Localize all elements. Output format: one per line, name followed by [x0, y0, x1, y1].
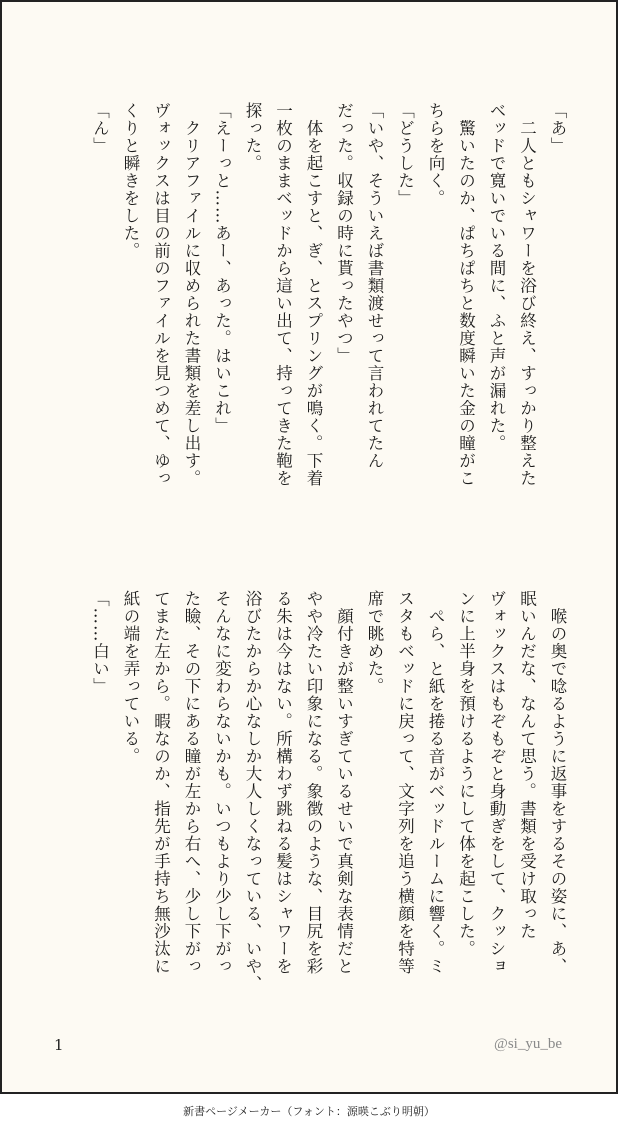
text-line: 「あ」 — [548, 102, 567, 155]
text-line: る朱は今はない。所構わず跳ねる髪はシャワーを — [273, 590, 293, 975]
text-line: そんなに変わらないかも。いつもより少し下がっ — [212, 590, 232, 975]
text-line: 驚いたのか、ぱちぱちと数度瞬いた金の瞳がこ — [456, 102, 476, 487]
text-line: 浴びたからか心なしか大人しくなっている、いや、 — [243, 590, 262, 993]
text-line: 顔付きが整いすぎているせいで真剣な表情だと — [334, 590, 354, 975]
text-line: 喉の奥で唸るように返事をするその姿に、あ、 — [548, 590, 567, 975]
text-line: だった。収録の時に貰ったやつ」 — [334, 102, 354, 365]
text-line: ぺら、と紙を捲る音がベッドルームに響く。ミ — [426, 590, 445, 975]
text-line: スタもベッドに戻って、文字列を追う横顔を特等 — [395, 590, 415, 975]
text-line: 探った。 — [243, 102, 262, 172]
text-line: クリアファイルに収められた書類を差し出す。 — [182, 102, 201, 487]
text-block-bottom — [84, 590, 572, 1030]
text-line: 「……白い」 — [90, 590, 110, 695]
text-line: ヴォックスはもぞもぞと身動ぎをして、クッショ — [487, 590, 506, 975]
text-line: 体を起こすと、ぎ、とスプリングが鳴く。下着 — [304, 102, 323, 487]
text-line: ヴォックスは目の前のファイルを見つめて、ゆっ — [151, 102, 171, 487]
text-line: 「ん」 — [90, 102, 110, 155]
text-line: 席で眺めた。 — [365, 590, 384, 695]
text-line: 「えーっと……あー、あった。はいこれ」 — [212, 102, 232, 435]
text-line: くりと瞬きをした。 — [121, 102, 140, 260]
text-line: ンに上半身を預けるようにして体を起こした。 — [456, 590, 476, 958]
text-line: 「どうした」 — [395, 102, 415, 207]
text-line: 紙の端を弄っている。 — [121, 590, 140, 765]
author-handle: @si_yu_be — [494, 1036, 562, 1052]
text-line: 眠いんだな、なんて思う。書類を受け取った — [517, 590, 537, 940]
text-line: 二人ともシャワーを浴び終え、すっかり整えた — [517, 102, 537, 487]
text-line: 「いや、そういえば書類渡せって言われてたん — [365, 102, 384, 470]
page-number: 1 — [54, 1036, 64, 1054]
text-block-top — [84, 102, 572, 542]
text-line: やや冷たい印象になる。象徴のような、目尻を彩 — [304, 590, 323, 975]
text-line: ちらを向く。 — [426, 102, 445, 207]
footer-credit: 新書ページメーカー（フォント：源暎こぶり明朝） — [183, 1105, 435, 1118]
text-line: てまた左から。暇なのか、指先が手持ち無沙汰に — [151, 590, 171, 975]
text-line: 一枚のままベッドから這い出て、持ってきた鞄を — [273, 102, 293, 487]
text-line: ベッドで寛いでいる間に、ふと声が漏れた。 — [487, 102, 506, 452]
text-line: た瞼、その下にある瞳が左から右へ、少し下がっ — [182, 590, 201, 975]
